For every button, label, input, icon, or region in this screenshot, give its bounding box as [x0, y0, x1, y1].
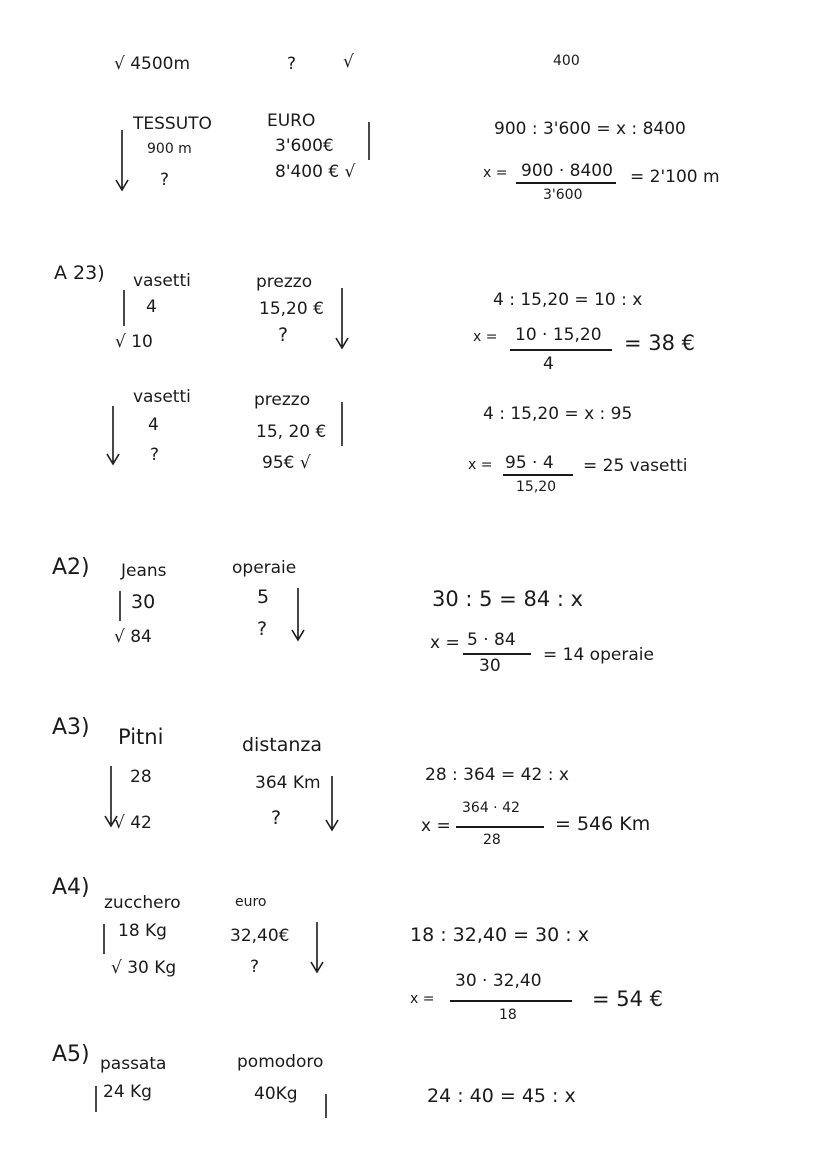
p1-value-900m: 900 m: [147, 141, 192, 157]
a2-value-5: 5: [257, 586, 270, 608]
a4-label: A4): [52, 875, 90, 900]
a4-value-3240: 32,40€: [230, 926, 290, 946]
a23-label: A 23): [54, 262, 105, 284]
a4-down-arrow-icon: [309, 920, 325, 976]
a3-header-pitni: Pitni: [118, 725, 164, 749]
a2-value-30: 30: [131, 591, 156, 613]
a5-label: A5): [52, 1042, 90, 1067]
a3-value-28: 28: [130, 767, 152, 787]
top-note-400: 400: [553, 53, 580, 69]
a23a-fraction-line: [510, 349, 612, 351]
a23a-value-10: √ 10: [115, 332, 153, 352]
a3-down-arrow-icon: [103, 764, 119, 830]
a23a-result: = 38 €: [624, 331, 696, 355]
a23b-x-equals: x =: [468, 457, 493, 473]
a4-header-zucchero: zucchero: [104, 893, 181, 913]
p1-fraction-line: [516, 182, 616, 184]
a4-proportion: 18 : 32,40 = 30 : x: [410, 924, 589, 946]
p1-proportion: 900 : 3'600 = x : 8400: [494, 119, 686, 139]
a3-label: A3): [52, 715, 90, 740]
p1-down-arrow-icon: [114, 128, 130, 194]
a23a-vertical-bar-icon: [119, 288, 129, 328]
a4-x-equals: x =: [410, 991, 435, 1007]
a2-result: = 14 operaie: [543, 645, 654, 665]
a4-value-30kg: √ 30 Kg: [111, 958, 177, 978]
a2-fraction-line: [463, 653, 531, 655]
a4-denominator: 18: [499, 1007, 517, 1023]
a2-label: A2): [52, 555, 90, 580]
a3-fraction-line: [456, 826, 544, 828]
a23b-value-4: 4: [148, 415, 159, 435]
a5-vertical-bar-icon-2: [321, 1092, 331, 1120]
a23b-proportion: 4 : 15,20 = x : 95: [483, 404, 633, 424]
p1-value-3600: 3'600€: [275, 136, 334, 156]
a3-header-distanza: distanza: [242, 734, 322, 756]
a3-value-364km: 364 Km: [255, 773, 321, 793]
p1-header-tessuto: TESSUTO: [133, 114, 212, 134]
a4-fraction-line: [450, 1000, 572, 1002]
a23b-fraction-line: [503, 474, 573, 476]
a23a-denominator: 4: [543, 354, 554, 374]
a23b-vertical-bar-icon: [337, 400, 347, 448]
a5-header-pomodoro: pomodoro: [237, 1052, 324, 1072]
p1-header-euro: EURO: [267, 111, 316, 131]
a23a-numerator: 10 · 15,20: [515, 325, 602, 345]
p1-numerator: 900 · 8400: [521, 161, 613, 181]
a4-header-euro: euro: [235, 894, 267, 910]
a23b-header-prezzo: prezzo: [254, 390, 311, 410]
a23b-denominator: 15,20: [516, 479, 557, 495]
a2-numerator: 5 · 84: [467, 630, 516, 650]
a2-x-equals: x =: [430, 633, 460, 653]
a23a-down-arrow-icon: [334, 286, 350, 352]
a2-down-arrow-icon: [290, 586, 306, 644]
a4-unknown: ?: [250, 957, 260, 977]
p1-result: = 2'100 m: [630, 167, 720, 187]
a5-proportion: 24 : 40 = 45 : x: [427, 1085, 576, 1107]
p1-value-8400: 8'400 € √: [275, 162, 356, 182]
a23b-numerator: 95 · 4: [505, 453, 554, 473]
a2-header-operaie: operaie: [232, 558, 297, 578]
a23a-unknown: ?: [278, 324, 289, 346]
p1-vertical-bar-icon: [364, 120, 374, 162]
a2-value-84: √ 84: [114, 627, 152, 647]
a2-header-jeans: Jeans: [121, 561, 167, 581]
a3-numerator: 364 · 42: [462, 800, 520, 816]
top-check-mark: √: [343, 52, 354, 72]
a3-proportion: 28 : 364 = 42 : x: [425, 765, 569, 785]
a3-value-42: √ 42: [114, 813, 152, 833]
a23a-value-4: 4: [146, 297, 157, 317]
a23a-header-vasetti: vasetti: [133, 271, 191, 291]
a3-down-arrow-icon-2: [324, 774, 340, 834]
a3-unknown: ?: [271, 807, 282, 829]
a23b-down-arrow-icon: [105, 404, 121, 468]
a23a-proportion: 4 : 15,20 = 10 : x: [493, 290, 643, 310]
p1-unknown: ?: [160, 170, 170, 190]
a5-value-24kg: 24 Kg: [103, 1082, 152, 1102]
a5-vertical-bar-icon: [91, 1084, 101, 1114]
a4-result: = 54 €: [592, 987, 664, 1011]
p1-denominator: 3'600: [543, 187, 583, 203]
a4-value-18kg: 18 Kg: [118, 921, 167, 941]
a23a-header-prezzo: prezzo: [256, 272, 313, 292]
p1-x-equals: x =: [483, 165, 508, 181]
a3-result: = 546 Km: [555, 813, 651, 835]
a2-vertical-bar-icon: [115, 589, 125, 623]
top-note-4500m: √ 4500m: [114, 54, 191, 74]
a23b-unknown: ?: [150, 445, 160, 465]
a5-value-40kg: 40Kg: [254, 1084, 298, 1104]
a3-denominator: 28: [483, 832, 501, 848]
a23a-value-1520: 15,20 €: [259, 299, 324, 319]
a23b-value-95: 95€ √: [262, 453, 311, 473]
a4-vertical-bar-icon: [99, 922, 109, 956]
a4-numerator: 30 · 32,40: [455, 971, 542, 991]
a2-proportion: 30 : 5 = 84 : x: [432, 587, 584, 611]
a23b-result: = 25 vasetti: [583, 456, 688, 476]
a2-denominator: 30: [479, 656, 501, 676]
top-question-mark: ?: [287, 54, 297, 74]
a23b-header-vasetti: vasetti: [133, 387, 191, 407]
a2-unknown: ?: [257, 618, 268, 640]
a3-x-equals: x =: [421, 816, 451, 836]
a23a-x-equals: x =: [473, 329, 498, 345]
a5-header-passata: passata: [100, 1054, 167, 1074]
a23b-value-1520: 15, 20 €: [256, 422, 327, 442]
